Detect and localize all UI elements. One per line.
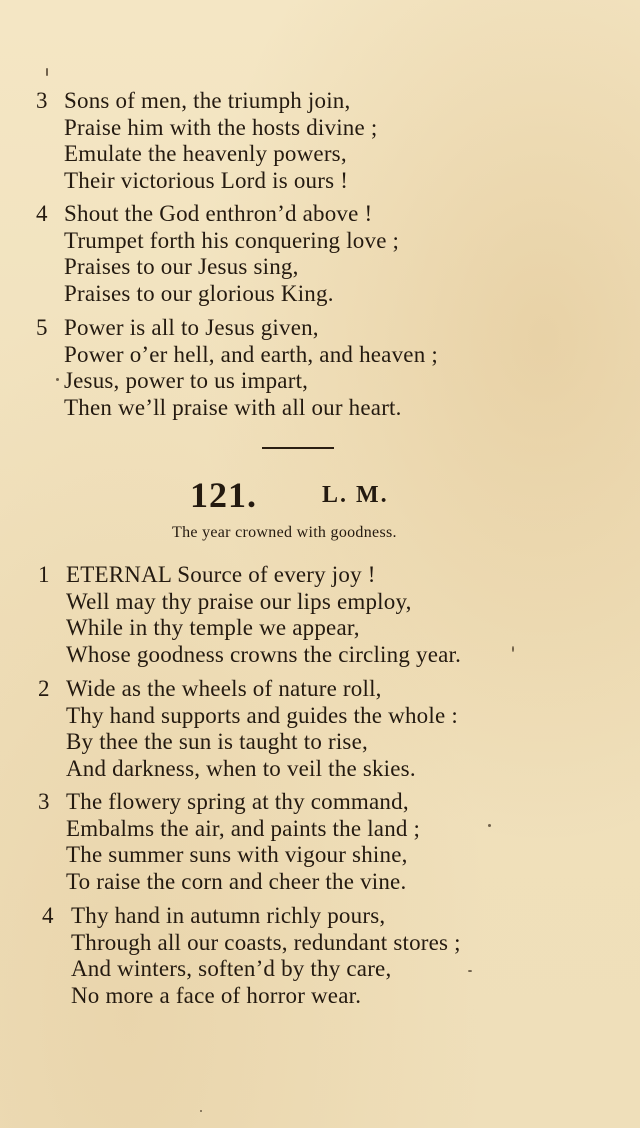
stanza-number: 4	[42, 903, 54, 928]
stanza-lines	[66, 562, 461, 668]
verse-line: Embalms the air, and paints the land ;	[66, 815, 421, 841]
section-divider	[262, 447, 334, 449]
verse-line: The summer suns with vigour shine,	[66, 842, 408, 867]
hymn-number: 121.	[190, 475, 257, 515]
verse-line: Wide as the wheels of nature roll,	[66, 676, 382, 701]
stanza-lines	[64, 315, 438, 421]
stanza-number: 3	[36, 88, 48, 113]
verse-line: And darkness, when to veil the skies.	[66, 755, 416, 781]
verse-line: Thy hand in autumn richly pours,	[71, 903, 386, 928]
verse-line: Praises to our Jesus sing,	[64, 254, 299, 279]
verse-line: Whose goodness crowns the circling year.	[66, 641, 462, 667]
verse-line: To raise the corn and cheer the vine.	[66, 868, 407, 894]
verse-line: No more a face of horror wear.	[71, 982, 362, 1008]
ink-speck	[468, 970, 472, 972]
stanza-number: 3	[38, 789, 50, 814]
verse-line: Thy hand supports and guides the whole :	[66, 702, 458, 728]
stanza-lines	[66, 789, 420, 895]
verse-line: Trumpet forth his conquering love ;	[64, 227, 400, 253]
stanza-number: 5	[36, 315, 48, 340]
stanza-lines	[71, 903, 461, 1009]
verse-line: Shout the God enthron’d above !	[64, 201, 373, 226]
verse-line: Sons of men, the triumph join,	[64, 88, 351, 113]
stanza-number: 4	[36, 201, 48, 226]
verse-line: Praise him with the hosts divine ;	[64, 114, 378, 140]
ink-speck	[200, 1110, 202, 1112]
stanza-lines	[64, 201, 399, 307]
stanza-number: 2	[38, 676, 50, 701]
verse-line: Power is all to Jesus given,	[64, 315, 319, 340]
stanza-lines	[64, 88, 377, 194]
verse-line: While in thy temple we appear,	[66, 615, 360, 640]
verse-line: Power o’er hell, and earth, and heaven ;	[64, 341, 438, 367]
stanza-lines	[66, 676, 458, 782]
verse-line: Well may thy praise our lips employ,	[66, 588, 412, 614]
verse-line: By thee the sun is taught to rise,	[66, 729, 368, 754]
hymn-meter: L. M.	[322, 482, 389, 508]
verse-line: Emulate the heavenly powers,	[64, 141, 347, 166]
hymn-subtitle: The year crowned with goodness.	[172, 524, 397, 541]
verse-line: Through all our coasts, redundant stores ;	[71, 929, 461, 955]
verse-line: Jesus, power to us impart,	[64, 368, 309, 393]
verse-line: Then we’ll praise with all our heart.	[64, 394, 402, 420]
verse-line: Their victorious Lord is ours !	[64, 167, 349, 193]
verse-line: ETERNAL Source of every joy !	[66, 562, 376, 587]
verse-line: Praises to our glorious King.	[64, 280, 334, 306]
ink-speck	[56, 378, 59, 381]
ink-speck	[46, 68, 48, 76]
ink-speck	[488, 824, 491, 827]
verse-line: The flowery spring at thy command,	[66, 789, 409, 814]
verse-line: And winters, soften’d by thy care,	[71, 956, 392, 981]
stanza-number: 1	[38, 562, 50, 587]
ink-speck	[512, 646, 514, 652]
